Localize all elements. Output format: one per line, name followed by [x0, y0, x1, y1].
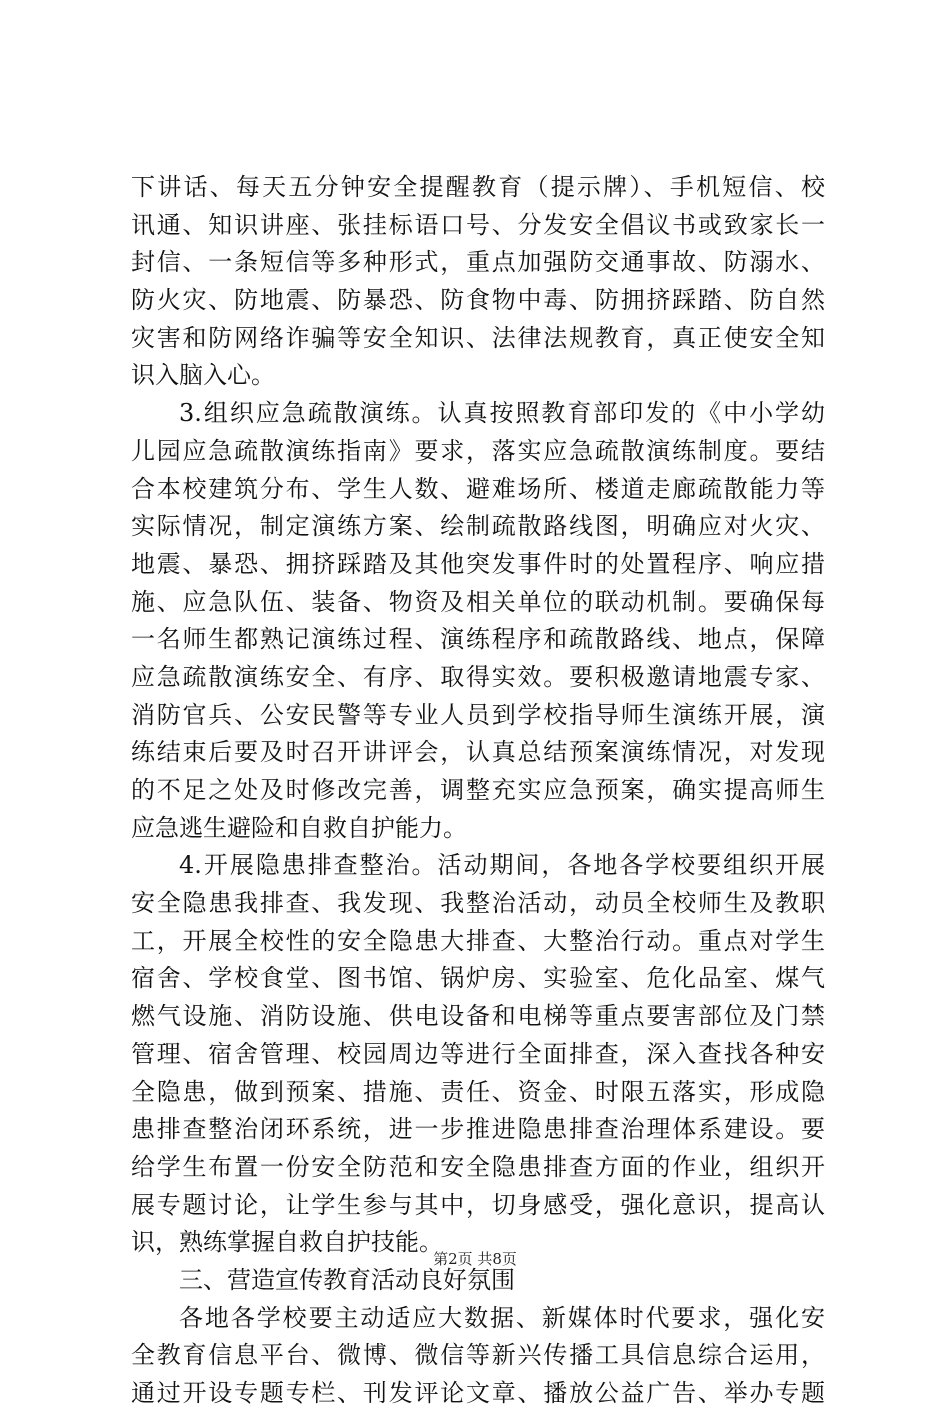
text-line: 讯通、知识讲座、张挂标语口号、分发安全倡议书或致家长一	[131, 210, 825, 239]
text-line: 练结束后要及时召开讲评会，认真总结预案演练情况，对发现	[131, 738, 825, 767]
text-line: 施、应急队伍、装备、物资及相关单位的联动机制。要确保每	[131, 587, 825, 616]
text-line: 全隐患，做到预案、措施、责任、资金、时限五落实，形成隐	[131, 1077, 825, 1106]
text-line: 消防官兵、公安民警等专业人员到学校指导师生演练开展，演	[131, 700, 825, 729]
text-line: 各地各学校要主动适应大数据、新媒体时代要求，强化安	[179, 1303, 825, 1332]
text-line: 儿园应急疏散演练指南》要求，落实应急疏散演练制度。要结	[131, 436, 825, 465]
text-line: 的不足之处及时修改完善，调整充实应急预案，确实提高师生	[131, 776, 825, 804]
text-line: 应急逃生避险和自救自护能力。	[131, 813, 467, 842]
page-number-footer: 第2页 共8页	[433, 1250, 517, 1268]
text-line: 应急疏散演练安全、有序、取得实效。要积极邀请地震专家、	[131, 662, 825, 691]
text-line: 一名师生都熟记演练过程、演练程序和疏散路线、地点，保障	[131, 625, 825, 654]
text-line: 患排查整治闭环系统，进一步推进隐患排查治理体系建设。要	[131, 1115, 825, 1144]
document-body	[131, 169, 825, 1413]
text-line: 宿舍、学校食堂、图书馆、锅炉房、实验室、危化品室、煤气	[131, 964, 825, 993]
text-line: 封信、一条短信等多种形式，重点加强防交通事故、防溺水、	[131, 248, 825, 277]
text-line: 实际情况，制定演练方案、绘制疏散路线图，明确应对火灾、	[131, 512, 825, 541]
text-line: 工，开展全校性的安全隐患大排查、大整治行动。重点对学生	[131, 926, 825, 955]
text-line: 识，熟练掌握自救自护技能。	[131, 1228, 443, 1257]
text-line: 合本校建筑分布、学生人数、避难场所、楼道走廊疏散能力等	[131, 474, 825, 503]
text-line: 通过开设专题专栏、刊发评论文章、播放公益广告、举办专题	[131, 1379, 825, 1407]
text-line: 识入脑入心。	[131, 361, 275, 390]
text-line: 给学生布置一份安全防范和安全隐患排查方面的作业，组织开	[131, 1152, 825, 1181]
text-line: 燃气设施、消防设施、供电设备和电梯等重点要害部位及门禁	[131, 1002, 825, 1031]
text-line: 安全隐患我排查、我发现、我整治活动，动员全校师生及教职	[131, 889, 825, 918]
text-line: 灾害和防网络诈骗等安全知识、法律法规教育，真正使安全知	[131, 323, 825, 352]
text-line: 防火灾、防地震、防暴恐、防食物中毒、防拥挤踩踏、防自然	[131, 286, 825, 315]
text-line: 全教育信息平台、微博、微信等新兴传播工具信息综合运用，	[131, 1341, 825, 1370]
text-line: 下讲话、每天五分钟安全提醒教育（提示牌）、手机短信、校	[131, 173, 825, 201]
section-item-3-heading-line: 3.组织应急疏散演练。认真按照教育部印发的《中小学幼	[179, 399, 825, 428]
section-3-heading: 三、营造宣传教育活动良好氛围	[179, 1265, 515, 1294]
section-item-4-heading-line: 4.开展隐患排查整治。活动期间，各地各学校要组织开展	[179, 851, 825, 880]
text-line: 展专题讨论，让学生参与其中，切身感受，强化意识，提高认	[131, 1190, 825, 1219]
text-line: 管理、宿舍管理、校园周边等进行全面排查，深入查找各种安	[131, 1039, 825, 1068]
text-line: 地震、暴恐、拥挤踩踏及其他突发事件时的处置程序、响应措	[131, 549, 825, 578]
